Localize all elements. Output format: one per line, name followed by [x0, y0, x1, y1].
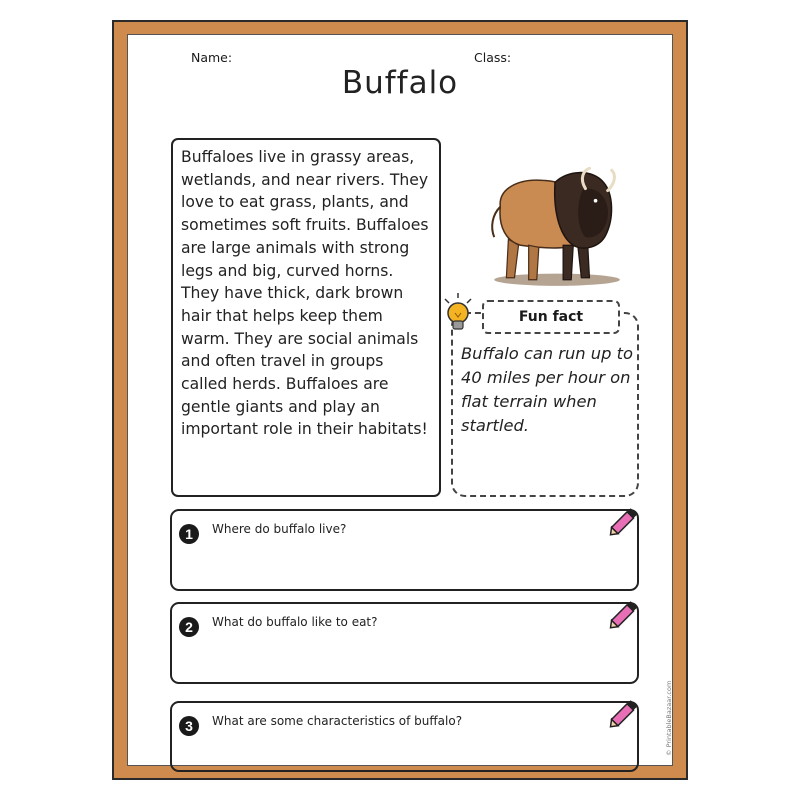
pencil-icon: [605, 594, 645, 634]
credit-text: © PrintableBazaar.com: [665, 680, 673, 756]
question-box-3[interactable]: [170, 701, 639, 772]
question-number-2: 2: [185, 619, 193, 635]
lightbulb-icon: [442, 293, 474, 333]
question-number-1: 1: [185, 526, 193, 542]
number-badge-1: [178, 523, 200, 545]
question-text-1: Where do buffalo live?: [212, 522, 347, 536]
number-badge-3: [178, 715, 200, 737]
question-box-2[interactable]: [170, 602, 639, 684]
pencil-icon: [605, 693, 645, 733]
pencil-icon: [605, 501, 645, 541]
fun-fact-text: Buffalo can run up to 40 miles per hour on flat terrain when startled.: [461, 344, 633, 435]
question-number-3: 3: [185, 718, 193, 734]
name-label: Name:: [191, 50, 233, 65]
worksheet-page: [127, 34, 673, 766]
question-box-1[interactable]: [170, 509, 639, 591]
reading-passage: Buffaloes live in grassy areas, wetlands, and near rivers. They love to eat grass, plants, and sometimes soft fruits. Buffaloes are large animals with strong legs and big, curved horns. They have thick, dark brown hair that helps keep them warm. They are social animals and often travel in groups called herds. Buffaloes are gentle giants and play an important role in their habitats!: [171, 138, 441, 497]
question-text-3: What are some characteristics of buffalo?: [212, 714, 463, 728]
buffalo-illustration: [478, 148, 630, 300]
page-frame: [112, 20, 688, 780]
number-badge-2: [178, 616, 200, 638]
fun-fact-heading: Fun fact: [482, 300, 620, 334]
question-text-2: What do buffalo like to eat?: [212, 615, 378, 629]
worksheet-title: Buffalo: [341, 65, 459, 101]
class-label: Class:: [474, 50, 512, 65]
